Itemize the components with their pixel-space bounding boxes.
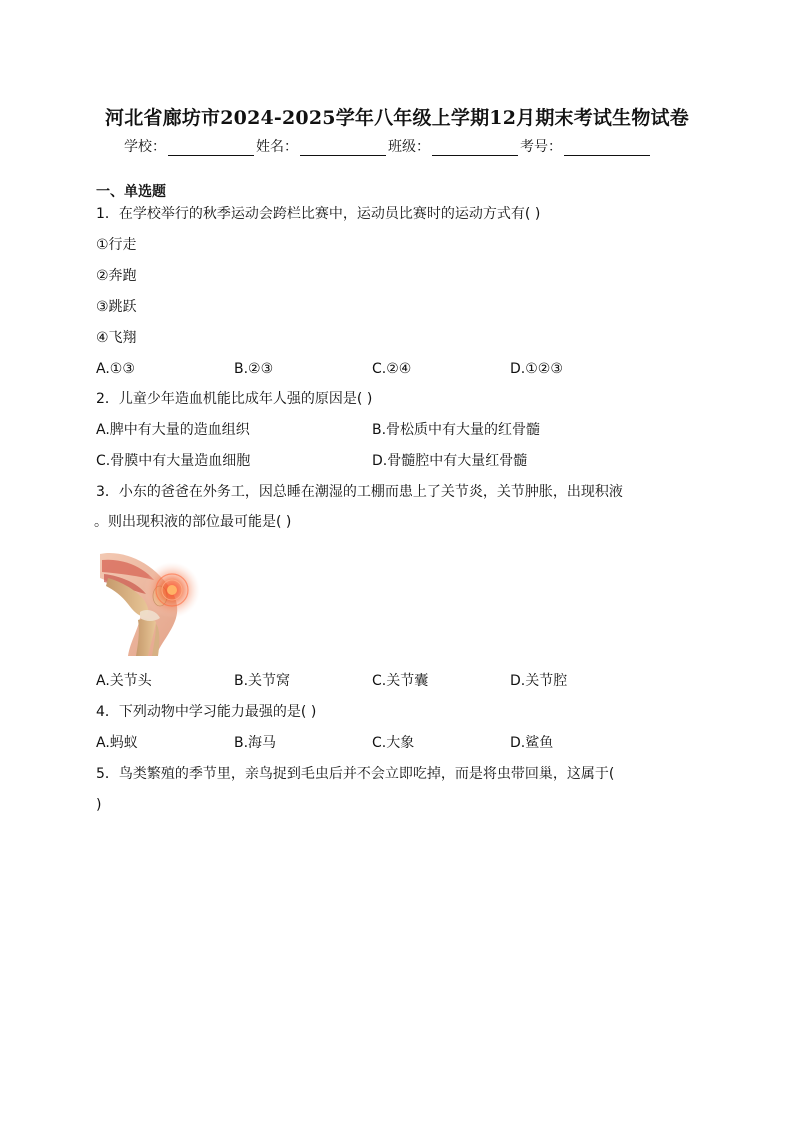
school-label: 学校： (124, 139, 166, 155)
number-blank[interactable] (564, 141, 650, 156)
number-label: 考号： (520, 139, 562, 155)
question-5-stem-continued: ) (96, 797, 102, 813)
question-1-stem: 1．在学校举行的秋季运动会跨栏比赛中，运动员比赛时的运动方式有( ) (96, 206, 541, 222)
question-3-stem-continued: 。则出现积液的部位最可能是( ) (94, 514, 292, 530)
section-heading: 一、单选题 (96, 184, 166, 200)
question-1-option-a[interactable]: A.①③ (96, 361, 135, 377)
question-1-item: ③跳跃 (96, 299, 137, 315)
question-3-option-a[interactable]: A.关节头 (96, 673, 152, 689)
name-blank[interactable] (300, 141, 386, 156)
question-3-stem: 3．小东的爸爸在外务工，因总睡在潮湿的工棚而患上了关节炎，关节肿胀，出现积液 (96, 484, 623, 500)
question-1-option-c[interactable]: C.②④ (372, 361, 412, 377)
school-blank[interactable] (168, 141, 254, 156)
class-label: 班级： (388, 139, 430, 155)
question-1-option-b[interactable]: B.②③ (234, 361, 274, 377)
question-2-option-d[interactable]: D.骨髓腔中有大量红骨髓 (372, 453, 528, 469)
question-4-option-a[interactable]: A.蚂蚁 (96, 735, 138, 751)
question-4-option-b[interactable]: B.海马 (234, 735, 277, 751)
question-3-option-b[interactable]: B.关节窝 (234, 673, 291, 689)
question-3-option-c[interactable]: C.关节囊 (372, 673, 429, 689)
question-1-item: ②奔跑 (96, 268, 137, 284)
question-3-option-d[interactable]: D.关节腔 (510, 673, 568, 689)
question-2-stem: 2．儿童少年造血机能比成年人强的原因是( ) (96, 391, 373, 407)
question-1-item: ①行走 (96, 237, 137, 253)
question-2-option-a[interactable]: A.脾中有大量的造血组织 (96, 422, 250, 438)
page-title: 河北省廊坊市2024-2025学年八年级上学期12月期末考试生物试卷 (105, 107, 689, 129)
question-5-stem: 5．鸟类繁殖的季节里，亲鸟捉到毛虫后并不会立即吃掉，而是将虫带回巢，这属于( (96, 766, 615, 782)
question-4-option-d[interactable]: D.鲨鱼 (510, 735, 554, 751)
question-1-option-d[interactable]: D.①②③ (510, 361, 563, 377)
question-4-stem: 4．下列动物中学习能力最强的是( ) (96, 704, 317, 720)
question-4-option-c[interactable]: C.大象 (372, 735, 415, 751)
question-2-option-b[interactable]: B.骨松质中有大量的红骨髓 (372, 422, 541, 438)
question-2-option-c[interactable]: C.骨膜中有大量造血细胞 (96, 453, 251, 469)
name-label: 姓名： (256, 139, 298, 155)
question-1-item: ④飞翔 (96, 330, 137, 346)
student-info-row (124, 136, 652, 156)
knee-joint-image (98, 548, 208, 658)
class-blank[interactable] (432, 141, 518, 156)
